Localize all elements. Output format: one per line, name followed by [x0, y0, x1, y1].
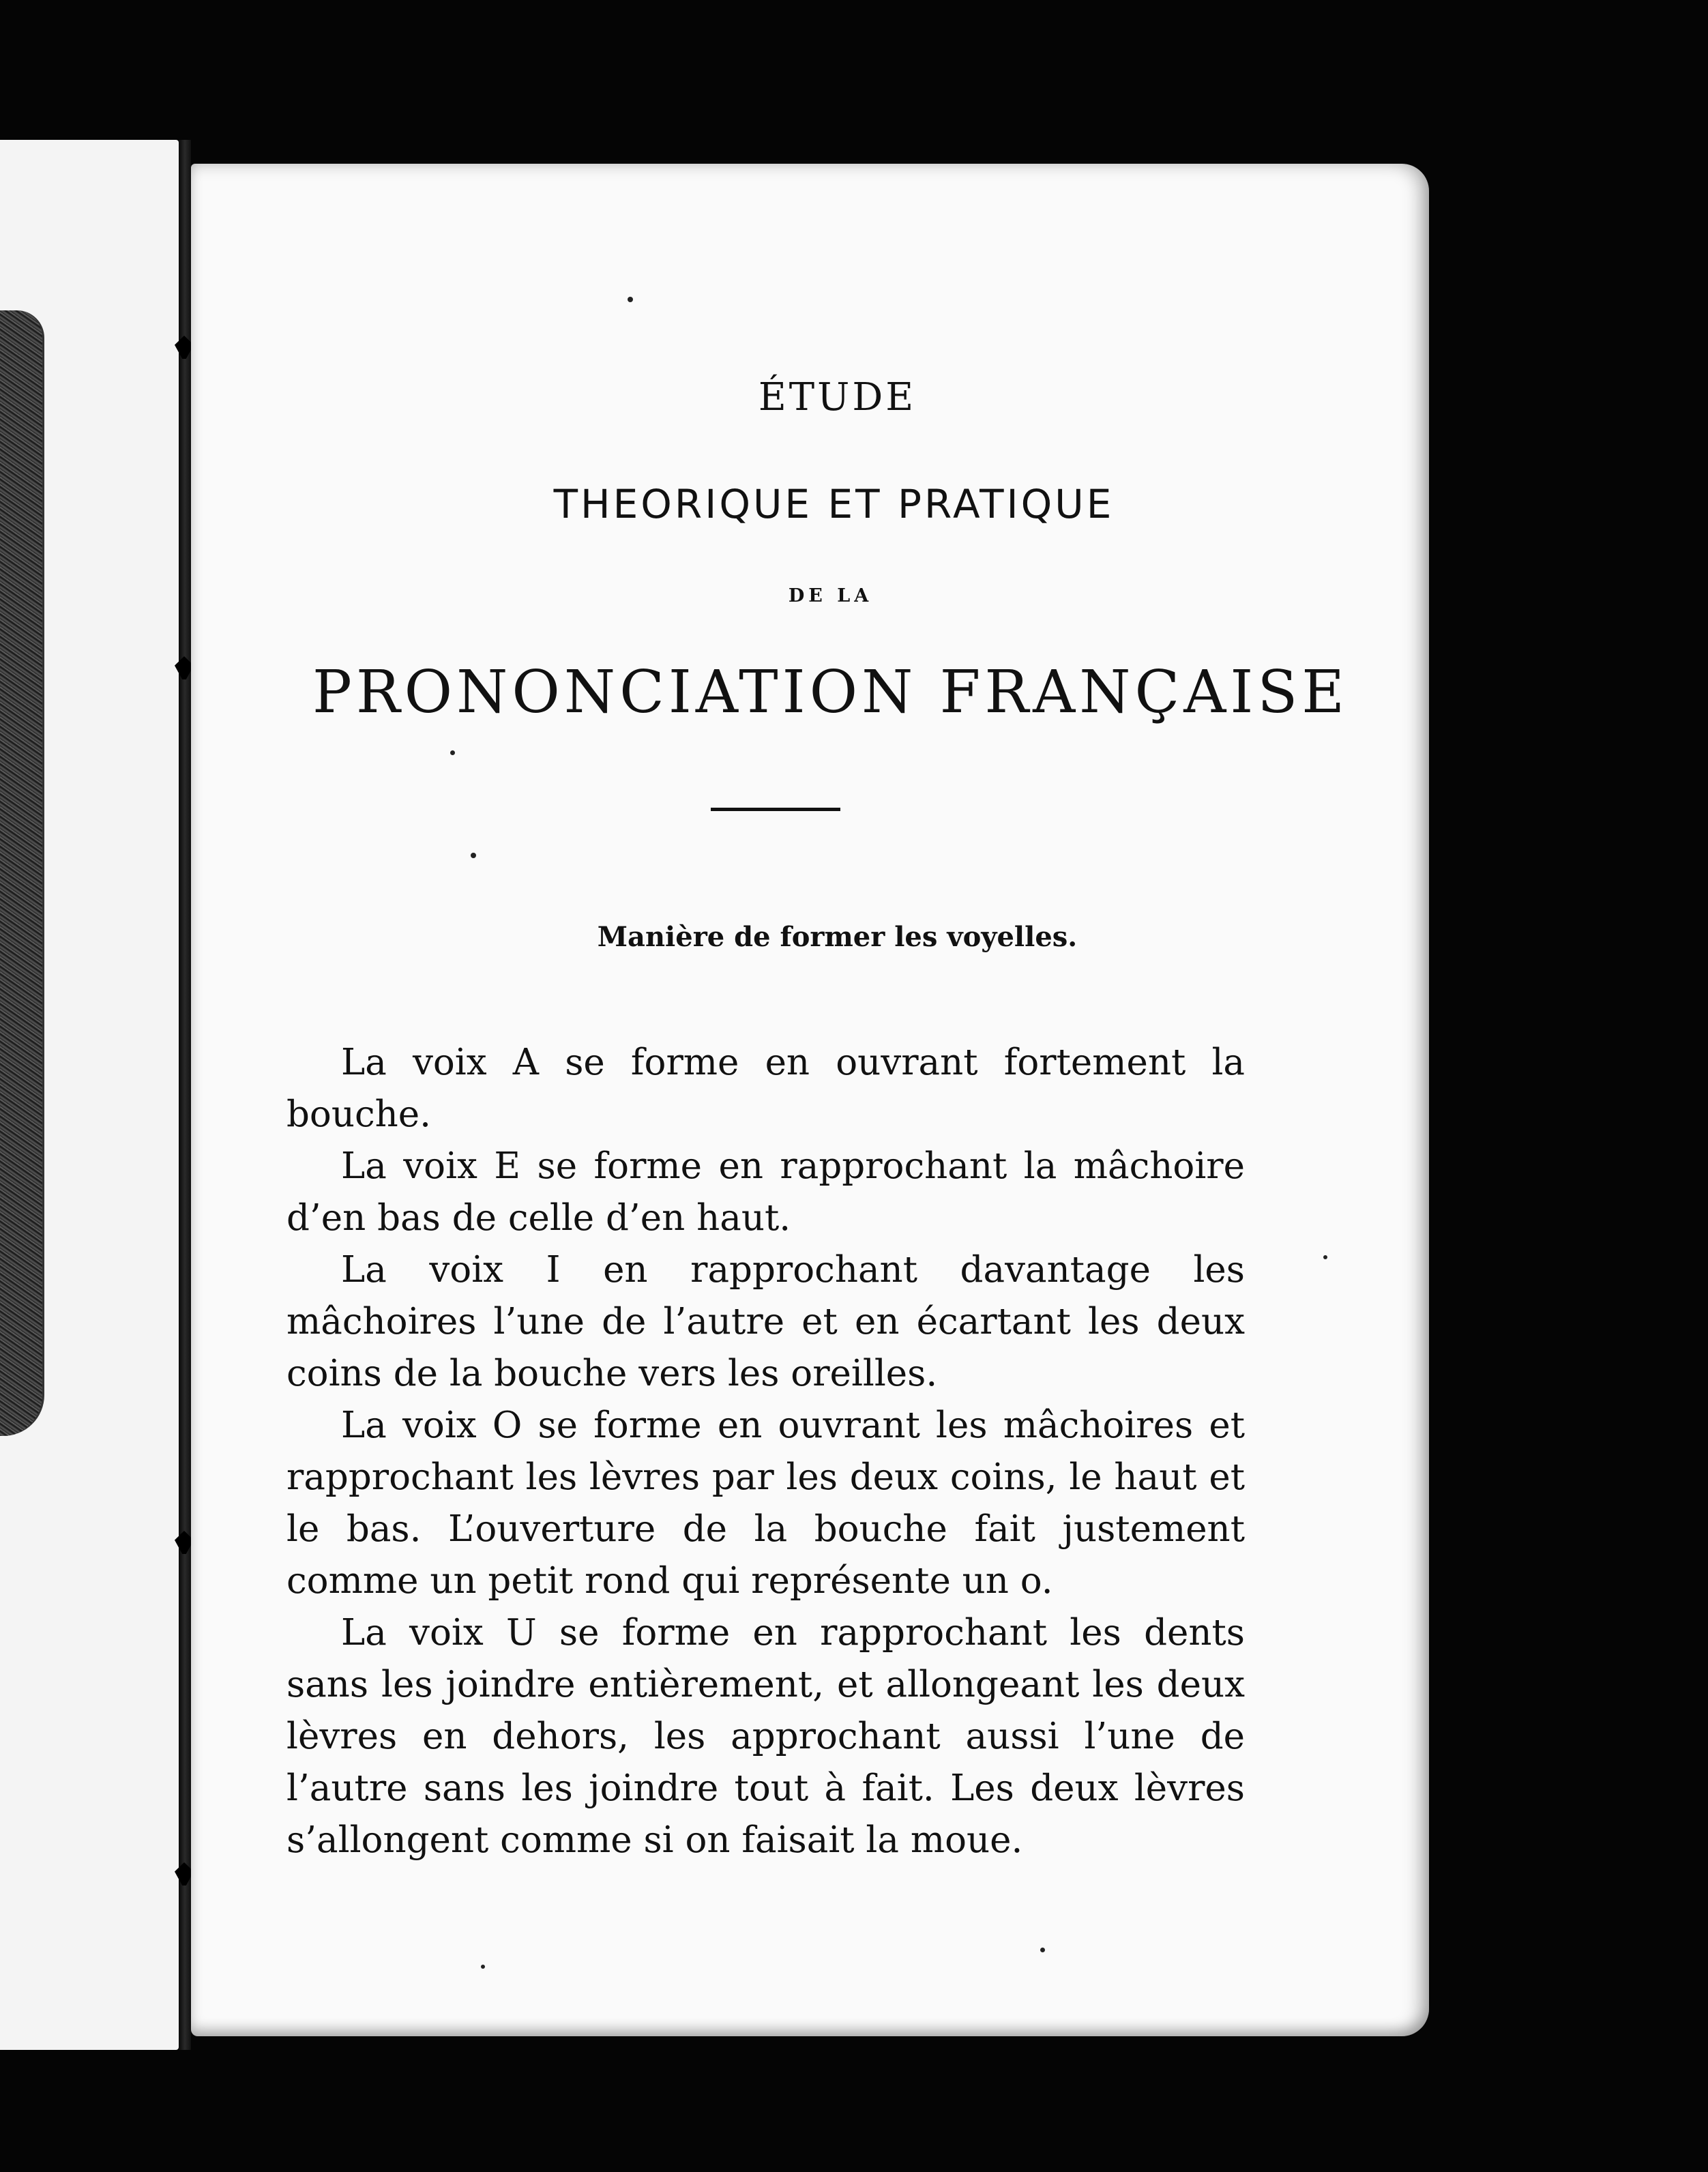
paragraph-voyelle-i: La voix I en rapprochant davantage les mâchoires l’une de l’autre et en écartant les deux coins de la bouche vers les oreilles.	[286, 1249, 1245, 1394]
engraving-illustration-edge	[0, 310, 44, 1436]
paragraph-voyelle-u: La voix U se forme en rapprochant les dents sans les joindre entièrement, et allongeant les deux lèvres en dehors, les approchant aussi l’une de l’autre sans les joindre tout à fait. Les deux lèvres s’allongent comme si on faisait la moue.	[286, 1612, 1245, 1861]
paper-speck	[450, 750, 455, 755]
paragraph-voyelle-o: La voix O se forme en ouvrant les mâchoires et rapprochant les lèvres par les deux coins, le haut et le bas. L’ouverture de la bouche fait justement comme un petit rond qui représente un o.	[286, 1405, 1245, 1602]
body-text	[286, 1037, 1245, 1866]
section-heading: Manière de former les voyelles.	[597, 921, 1078, 953]
page-title: PRONONCIATION FRANÇAISE	[312, 658, 1349, 727]
paper-speck	[628, 297, 633, 302]
paper-speck	[1040, 1948, 1045, 1952]
paper-speck	[471, 853, 476, 858]
paper-speck	[1323, 1255, 1327, 1259]
title-divider	[711, 808, 840, 811]
title-subtitle: THEORIQUE ET PRATIQUE	[553, 481, 1115, 527]
title-etude: ÉTUDE	[758, 375, 917, 420]
paragraph-voyelle-e: La voix E se forme en rapprochant la mâchoire d’en bas de celle d’en haut.	[286, 1145, 1245, 1239]
paper-speck	[481, 1965, 485, 1969]
title-connector: DE LA	[788, 585, 873, 606]
book-page	[191, 164, 1429, 2036]
paragraph-voyelle-a: La voix A se forme en ouvrant fortement la bouche.	[286, 1042, 1245, 1135]
book-spine	[179, 140, 191, 2050]
